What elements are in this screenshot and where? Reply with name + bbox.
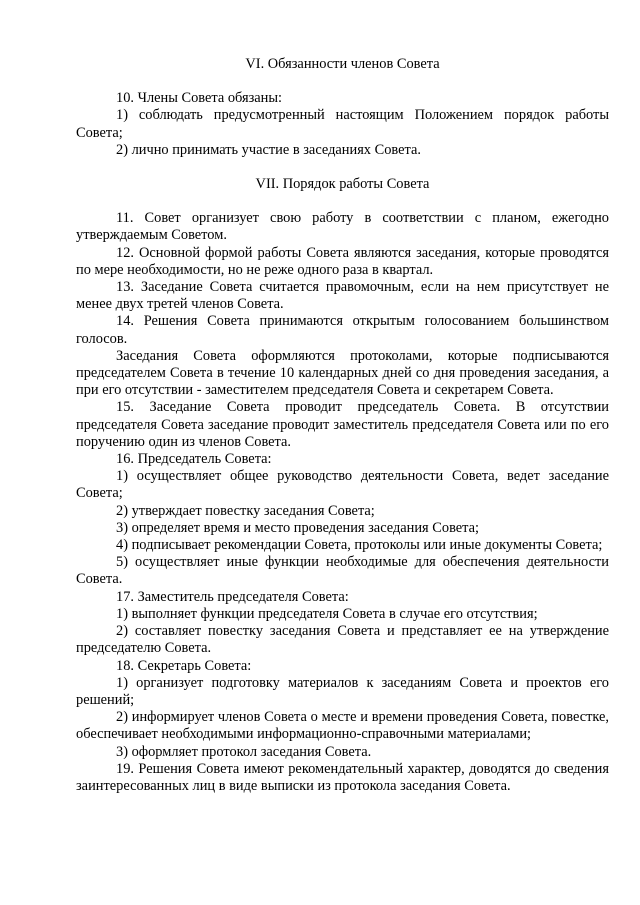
paragraph: 2) утверждает повестку заседания Совета; (116, 502, 375, 519)
paragraph: Заседания Совета оформляются протоколами, которые подписываются председателем Совета в течение 10 календарных дней со дня проведения заседания, а при его отсутствии - заместителем председателя Совета и секретарем Совета. (76, 347, 609, 399)
paragraph: 15. Заседание Совета проводит председатель Совета. В отсутствии председателя Совета заседание проводит заместитель председателя Совета или по его поручению один из членов Совета. (76, 399, 609, 450)
paragraph: 11. Совет организует свою работу в соответствии с планом, ежегодно утверждаемым Советом. (76, 210, 609, 244)
paragraph: 10. Члены Совета обязаны: (116, 90, 283, 107)
paragraph: 18. Секретарь Совета: (116, 657, 252, 674)
paragraph: 13. Заседание Совета считается правомочным, если на нем присутствует не менее двух третей членов Совета. (76, 279, 609, 313)
paragraph: 1) выполняет функции председателя Совета в случае его отсутствия; (116, 605, 538, 622)
paragraph: 2) составляет повестку заседания Совета и представляет ее на утверждение председателю Совета. (76, 623, 609, 657)
paragraph: 16. Председатель Совета: (116, 451, 272, 468)
paragraph: 2) информирует членов Совета о месте и времени проведения Совета, повестке, обеспечивает необходимыми информационно-справочными материалами; (76, 709, 609, 743)
paragraph: 12. Основной формой работы Совета являются заседания, которые проводятся по мере необходимости, но не реже одного раза в квартал. (76, 244, 609, 278)
paragraph: 1) осуществляет общее руководство деятельности Совета, ведет заседание Совета; (76, 468, 609, 502)
section-heading: VI. Обязанности членов Совета (245, 56, 440, 72)
paragraph: 3) оформляет протокол заседания Совета. (116, 743, 372, 760)
section-heading: VII. Порядок работы Совета (255, 176, 430, 193)
document-content (76, 56, 609, 795)
paragraph: 19. Решения Совета имеют рекомендательный характер, доводятся до сведения заинтересованных лиц в виде выписки из протокола заседания Совета. (76, 760, 609, 794)
paragraph: 5) осуществляет иные функции необходимые для обеспечения деятельности Совета. (76, 554, 609, 588)
paragraph: 17. Заместитель председателя Совета: (116, 588, 349, 605)
paragraph: 14. Решения Совета принимаются открытым голосованием большинством голосов. (76, 313, 609, 347)
paragraph: 1) организует подготовку материалов к заседаниям Совета и проектов его решений; (76, 674, 609, 708)
paragraph: 4) подписывает рекомендации Совета, протоколы или иные документы Совета; (116, 537, 603, 554)
paragraph: 2) лично принимать участие в заседаниях Совета. (116, 141, 421, 158)
paragraph: 3) определяет время и место проведения заседания Совета; (116, 519, 480, 536)
paragraph: 1) соблюдать предусмотренный настоящим Положением порядок работы Совета; (76, 107, 609, 141)
